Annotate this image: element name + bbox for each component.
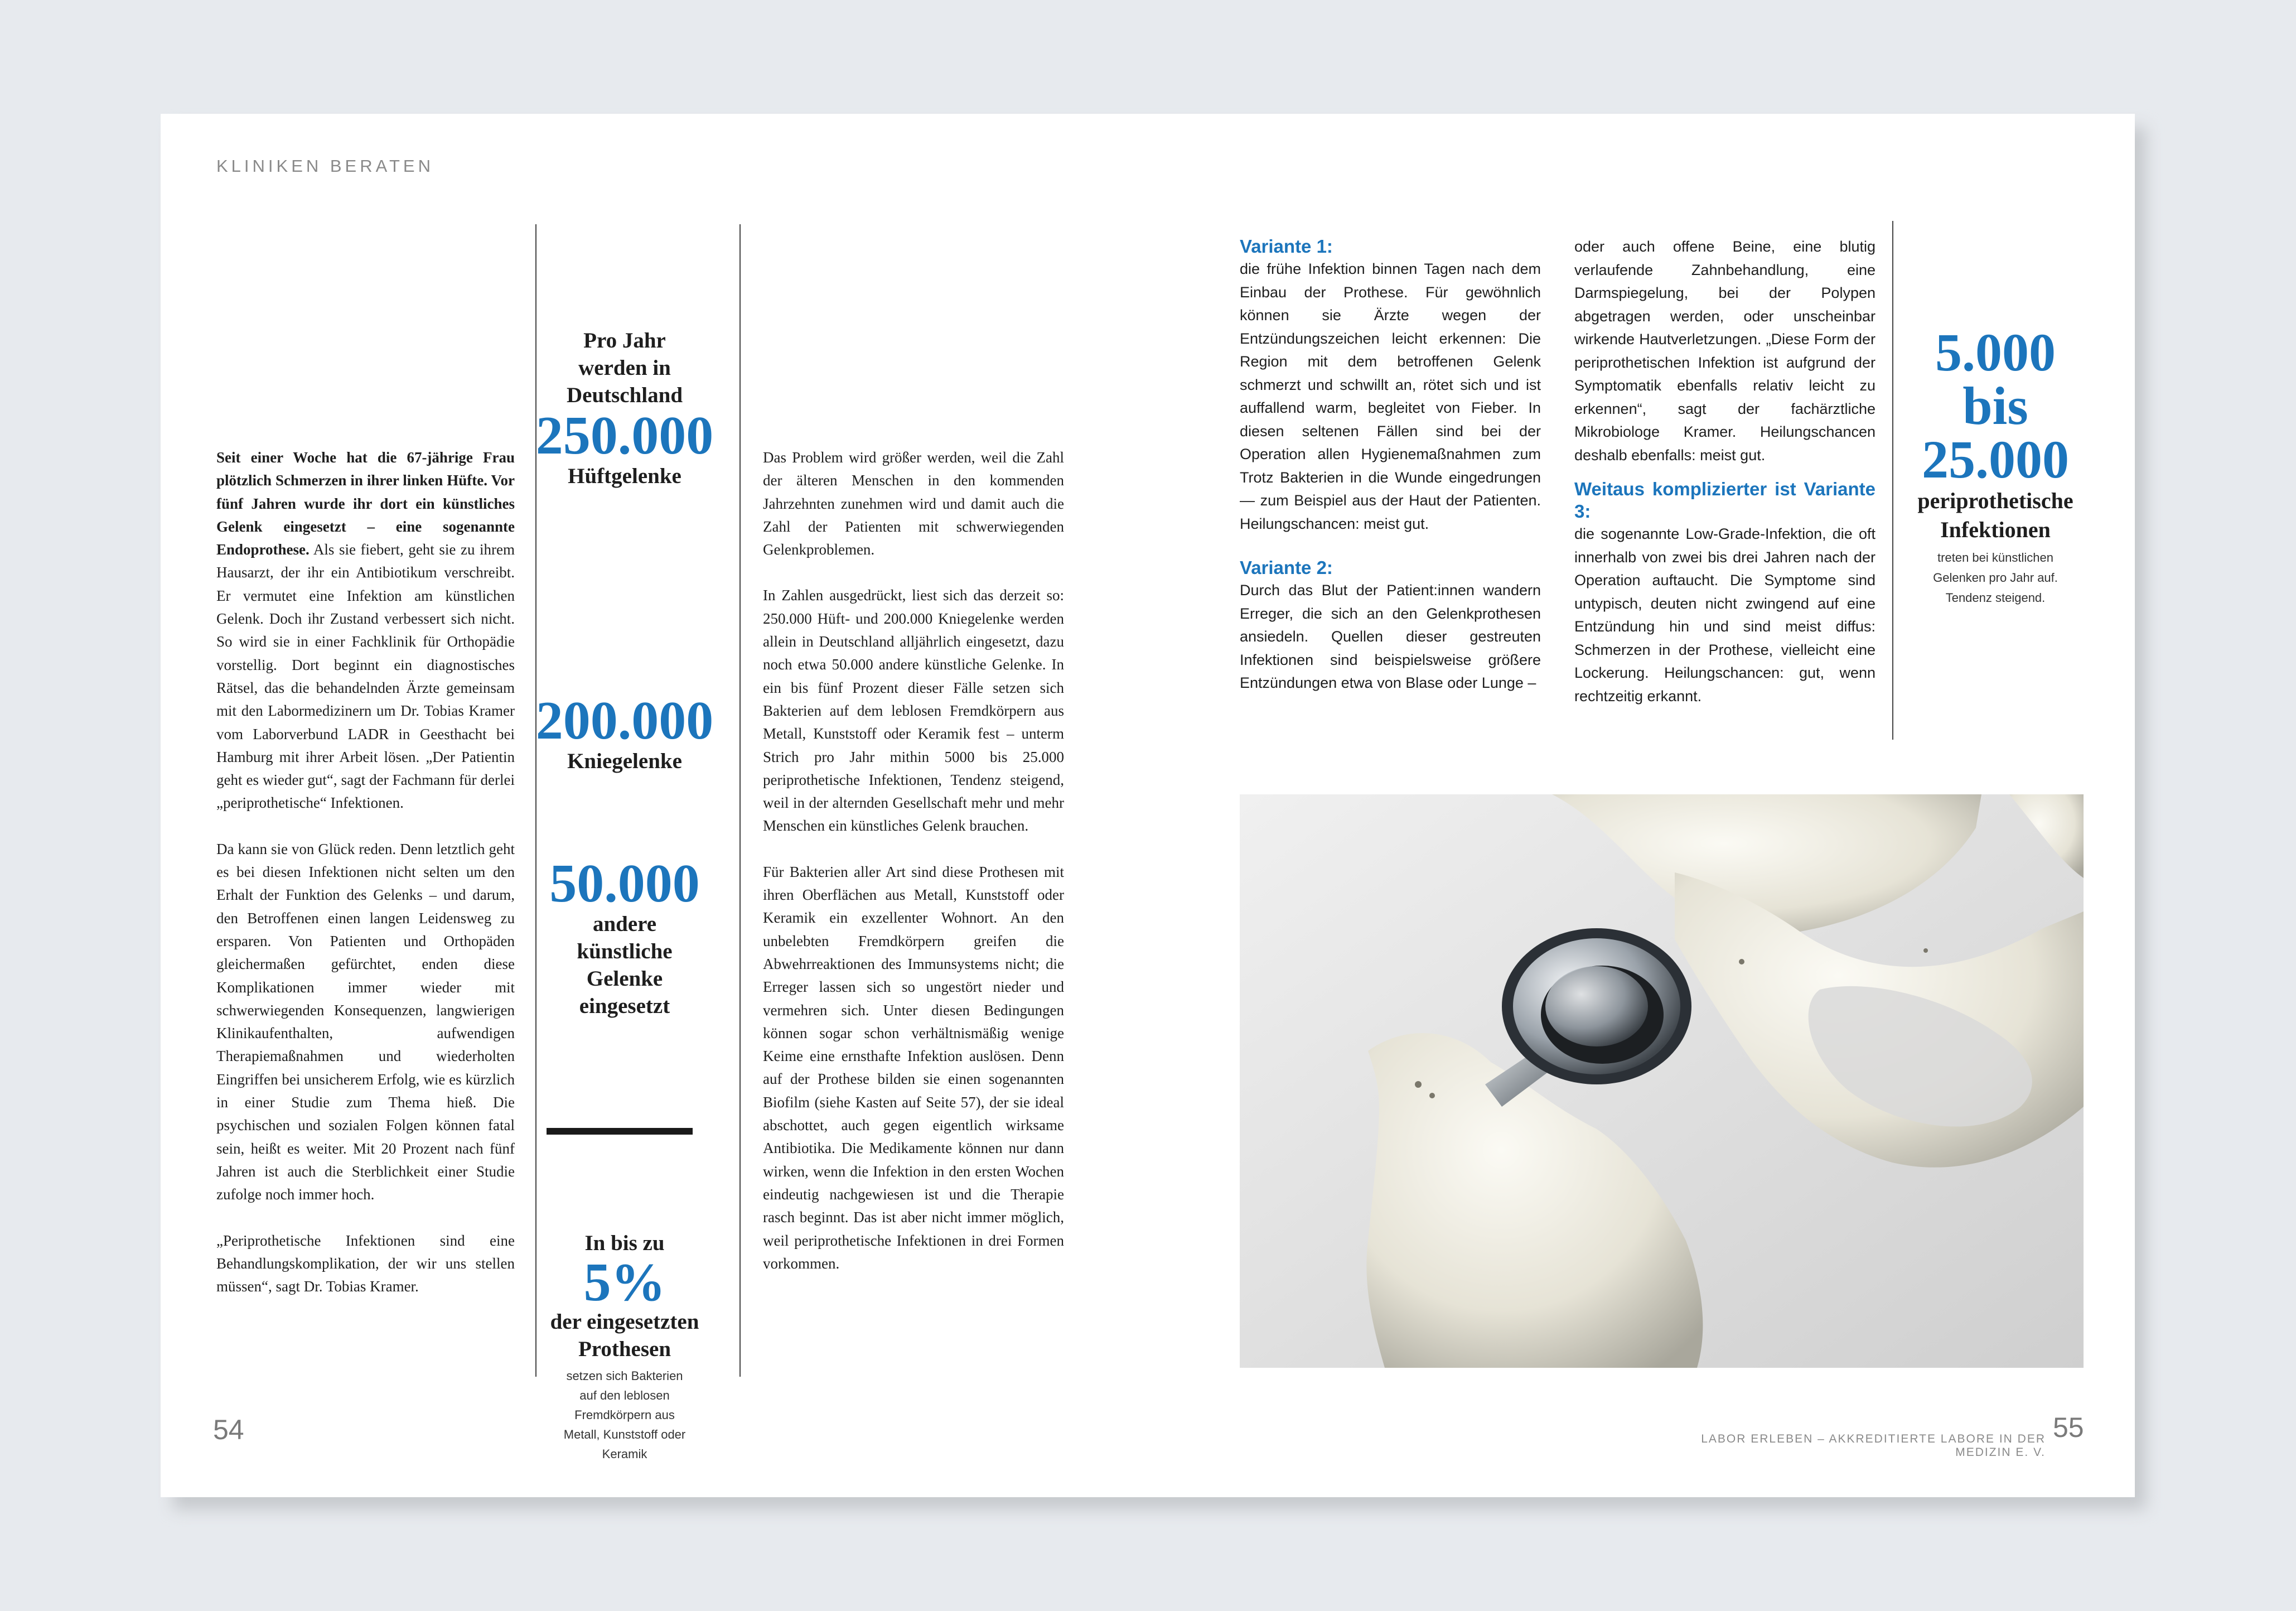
variant-column-b: [1574, 235, 1876, 708]
stat-group-other: [535, 853, 714, 1020]
stat-intro: Pro Jahr werden in Deutschland: [566, 329, 683, 407]
paragraph: „Periprothetische Infektionen sind eine Behandlungskomplikation, der wir uns stellen müssen“, sagt Dr. Tobias Kramer.: [216, 1232, 515, 1295]
stat-label-knees: Kniegelenke: [567, 749, 682, 773]
article-column-1: [216, 446, 515, 1321]
stat-label-infections: periprothetische Infektionen: [1917, 488, 2073, 542]
stat-number-other: 50.000: [549, 853, 700, 914]
section-header: KLINIKEN BERATEN: [216, 156, 434, 176]
variant-column-a: [1240, 235, 1541, 695]
stat-intro-2: In bis zu: [584, 1231, 665, 1255]
stat-note: setzen sich Bakterien auf den leblosen Fremdkörpern aus Metall, Kunststoff oder Keramik: [563, 1369, 686, 1461]
stat-number-to: 25.000: [1922, 430, 2069, 489]
paragraph: Das Problem wird größer werden, weil die Zahl der älteren Menschen in den kommenden Jahrzehnten zunehmen wird und damit auch die Zahl der Patienten mit schwerwiegenden Gelenkproblemen.: [763, 449, 1064, 558]
stat-note-infections: treten bei künstlichen Gelenken pro Jahr auf. Tendenz steigend.: [1933, 551, 2058, 605]
variant-1-heading: Variante 1:: [1240, 236, 1333, 257]
column-rule: [739, 224, 741, 1377]
variant-2-text: Durch das Blut der Patient:innen wandern Erreger, die sich an den Gelenkprothesen ansiedeln. Quellen dieser gestreuten Infektionen sind beispielsweise größere Entzündungen etwa von Blase oder Lunge –: [1240, 582, 1541, 691]
stat-group-knees: [535, 691, 714, 775]
variant-3-text: die sogenannte Low-Grade-Infektion, die oft innerhalb von zwei bis drei Jahren nach der Operation auftaucht. Die Symptome sind untypisch, deuten nicht zwingend auf eine Entzündung hin und sind meist diffus: Schmerzen in der Prothese, vielleicht eine Lockerung. Heilungschancen: gut, wenn rechtzeitig erkannt.: [1574, 525, 1876, 705]
paragraph: In Zahlen ausgedrückt, liest sich das derzeit so: 250.000 Hüft- und 200.000 Kniegelenke werden allein in Deutschland alljährlich eingesetzt, dazu noch etwa 50.000 andere künstliche Gelenke. In ein bis fünf Prozent dieser Fälle setzen sich Bakterien auf dem leblosen Fremdkörpern aus Metall, Kunststoff oder Keramik fest – unterm Strich pro Jahr mithin 5000 bis 25.000 periprothetische Infektionen, Tendenz steigend, weil in der alternden Gesellschaft mehr und mehr Menschen ein künstliches Gelenk brauchen.: [763, 587, 1064, 835]
variant-2-continued: oder auch offene Beine, eine blutig verlaufende Zahnbehandlung, eine Darmspiegelung, bei der Polypen abgetragen werden, oder unscheinbar wirkende Hautverletzungen. „Diese Form der periprothetischen Infektion ist aufgrund der Symptomatik ebenfalls relativ leicht zu erkennen“, sagt der fachärztliche Mikrobiologe Kramer. Heilungschancen deshalb ebenfalls: meist gut.: [1574, 238, 1876, 464]
divider-bar: [547, 1128, 693, 1135]
stat-number-percent: 5%: [583, 1252, 666, 1313]
article-column-3: [763, 446, 1064, 1298]
stat-number-knees: 200.000: [535, 691, 714, 751]
stat-number-hips: 250.000: [535, 406, 714, 466]
stat-number-from: 5.000: [1935, 322, 2056, 382]
stat-bis: bis: [1963, 376, 2028, 436]
infection-stat: [1901, 322, 2090, 608]
lead-text: Seit einer Woche hat die 67-jährige Frau plötzlich Schmerzen in ihrer linken Hüfte. Vor fünf Jahren wurde ihr dort ein künstliches Gelenk eingesetzt – eine sogenannte Endoprothese.: [216, 449, 515, 558]
paragraph: Da kann sie von Glück reden. Denn letztlich geht es bei diesen Infektionen nicht selten um den Erhalt der Funktion des Gelenks – und darum, den Betroffenen einen langen Leidensweg zu ersparen. Von Patienten und Orthopäden gleichermaßen gefürchtet, enden diese Komplikationen immer wieder mit schwerwiegenden Konsequenzen, langwierigen Klinikaufenthalten, aufwendigen Therapiemaßnahmen und wiederholten Eingriffen bei unsicherem Erfolg, wie es kürzlich in einer Studie zum Thema hieß. Die psychischen und sozialen Folgen können fatal sein, heißt es weiter. Mit 20 Prozent nach fünf Jahren ist auch die Sterblichkeit einer Studie zufolge noch immer hoch.: [216, 840, 515, 1203]
paragraph: Für Bakterien aller Art sind diese Prothesen mit ihren Oberflächen aus Metall, Kunststoff oder Keramik ein exzellenter Wohnort. An den unbelebten Fremdkörpern greifen die Abwehrreaktionen des Immunsystems nicht; die Erreger lassen sich so ungestört nieder und vermehren sich. Unter diesen Bedingungen können sogar schon verhältnismäßig wenige Keime eine ernsthafte Infektion auslösen. Denn auf der Prothese bilden sie einen sogenannten Biofilm (siehe Kasten auf Seite 57), der sie ideal abschottet, auch gegen eigentlich wirksame Antibiotika. Die Medikamente können nur dann wirken, wenn die Infektion in den ersten Wochen eindeutig nachgewiesen ist und die Therapie rasch beginnt. Das ist aber nicht immer möglich, weil periprothetische Infektionen in drei Formen vorkommen.: [763, 863, 1064, 1272]
hip-prosthesis-image: [1240, 794, 2084, 1368]
stat-label-other: andere künstliche Gelenke eingesetzt: [577, 912, 673, 1018]
page-number-right: 55: [2053, 1412, 2084, 1443]
lead-paragraph: [216, 446, 515, 815]
column-rule: [1892, 221, 1893, 740]
variant-1-text: die frühe Infektion binnen Tagen nach dem Einbau der Prothese. Für gewöhnlich können sie Ärzte wegen der Entzündungszeichen leicht erkennen: Die Region mit dem betroffenen Gelenk schmerzt und schwillt an, rötet sich und ist auffallend warm, begleitet von Fieber. In diesen seltenen Fällen sind bei der Operation allen Hygienemaßnahmen zum Trotz Bakterien in die Wunde eingedrungen — zum Beispiel aus der Haut der Patienten. Heilungschancen: meist gut.: [1240, 261, 1541, 532]
publication-footer: LABOR ERLEBEN – AKKREDITIERTE LABORE IN DER MEDIZIN E. V.: [1701, 1432, 2046, 1459]
stat-group-joints: [535, 327, 714, 490]
lead-rest: Als sie fiebert, geht sie zu ihrem Hausarzt, der ihr ein Antibiotikum verschreibt. Er vermutet eine Infektion am künstlichen Gelenk. Doch ihr Zustand verbessert sich nicht. So wird sie in einer Fachklinik für Orthopädie vorstellig. Dort beginnt ein diagnostisches Rätsel, das die behandelnden Ärzte gemeinsam mit den Labormedizinern um Dr. Tobias Kramer vom Laborverbund LADR in Geesthacht bei Hamburg mit ihrer Arbeit lösen. „Der Patientin geht es wieder gut“, sagt der Fachmann für derlei „periprothetische“ Infektionen.: [216, 541, 515, 812]
variant-3-heading: Weitaus komplizierter ist Variante 3:: [1574, 479, 1876, 522]
page-number-left: 54: [213, 1414, 244, 1445]
variant-2-heading: Variante 2:: [1240, 557, 1333, 578]
stat-label-prostheses: der eingesetzten Prothesen: [550, 1310, 699, 1361]
stat-label-hips: Hüftgelenke: [568, 464, 681, 488]
stat-group-infection: [535, 1229, 714, 1464]
magazine-spread: [161, 114, 2135, 1497]
